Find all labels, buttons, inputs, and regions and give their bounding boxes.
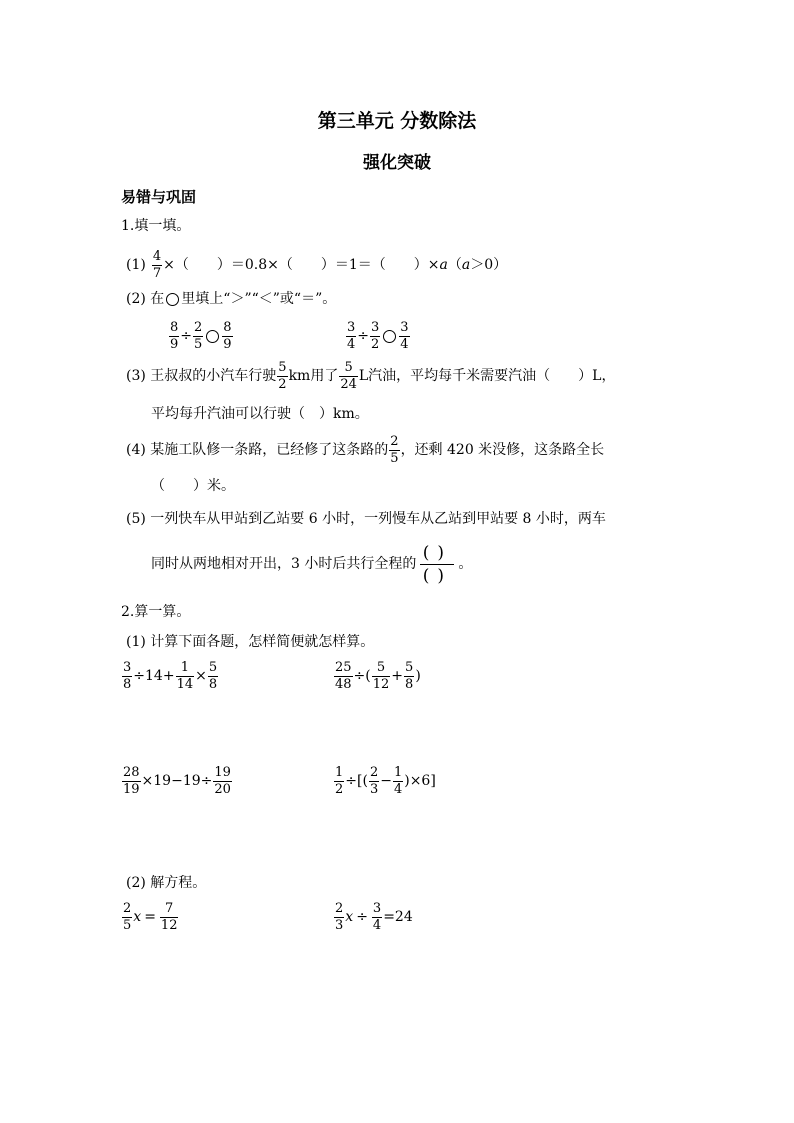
denominator: 14 (176, 676, 194, 692)
part-text: (3) 王叔叔的小汽车行驶 (126, 368, 277, 384)
fraction (334, 766, 344, 797)
fraction (277, 361, 287, 392)
numerator: 5 (208, 659, 218, 675)
calc-expression-4 (333, 761, 436, 801)
operator: ÷14+ (133, 668, 175, 684)
denominator: 8 (123, 676, 132, 692)
fraction (369, 766, 379, 797)
condition-open: （ (447, 257, 462, 273)
calc-expression-1 (121, 656, 219, 696)
condition-tail: ＞0） (470, 257, 508, 273)
fraction (122, 766, 141, 797)
section-heading: 易错与巩固 (121, 188, 197, 206)
numerator: 2 (194, 319, 203, 335)
numerator: 25 (335, 659, 352, 675)
numerator: 19 (214, 764, 231, 780)
variable: x (133, 909, 142, 925)
denominator: 48 (335, 676, 352, 692)
denominator: 4 (347, 336, 356, 352)
numerator: 8 (223, 319, 232, 335)
part-number: (1) (126, 257, 146, 273)
fraction (372, 661, 391, 692)
question-1-part-4 (126, 430, 604, 470)
fraction (372, 902, 382, 933)
fraction (152, 250, 162, 281)
fraction-answer-blank[interactable] (420, 544, 454, 585)
fraction (370, 321, 380, 352)
operator: − (380, 773, 392, 789)
numerator: 1 (335, 764, 344, 780)
denominator: 8 (405, 676, 414, 692)
operator: ) (415, 668, 421, 684)
fraction (122, 902, 132, 933)
numerator: 3 (347, 319, 356, 335)
fraction (393, 766, 403, 797)
question-2-part-1: (1) 计算下面各题，怎样简便就怎样算。 (126, 634, 375, 650)
fraction (160, 902, 179, 933)
fraction (339, 361, 358, 392)
fraction (389, 435, 399, 466)
fraction (193, 321, 203, 352)
question-1-part-4-line-2: （ ）米。 (151, 478, 235, 494)
circle-blank-icon (166, 293, 179, 306)
compare-expression-1 (168, 316, 234, 356)
numerator: 3 (123, 659, 132, 675)
part-text-2: km用了 (288, 368, 339, 384)
circle-blank-icon[interactable] (206, 330, 219, 343)
denominator: 4 (400, 336, 409, 352)
numerator: 8 (170, 319, 179, 335)
fraction (346, 321, 356, 352)
fraction (169, 321, 179, 352)
operator: + (391, 668, 404, 684)
question-1-part-3-line-2: 平均每升汽油可以行驶（ ）km。 (151, 406, 369, 422)
fraction (334, 902, 344, 933)
circle-blank-icon[interactable] (383, 330, 396, 343)
part-text: 同时从两地相对开出，3 小时后共行全程的 (151, 556, 417, 572)
denominator: 7 (152, 265, 162, 281)
denominator: 8 (208, 676, 218, 692)
denominator: 24 (340, 376, 357, 392)
denominator: 9 (170, 336, 179, 352)
operator: ÷ (357, 328, 370, 344)
operator: ÷ (356, 909, 368, 925)
denominator: 12 (160, 917, 178, 933)
part-text-end: 。 (458, 556, 473, 572)
calc-expression-3 (121, 761, 233, 801)
question-1-part-2 (126, 289, 336, 309)
page-subtitle: 强化突破 (363, 153, 431, 173)
denominator: 3 (335, 917, 344, 933)
denominator: 5 (390, 450, 399, 466)
denominator: 19 (123, 781, 140, 797)
numerator: 1 (180, 659, 189, 675)
denominator: 4 (372, 917, 382, 933)
question-1-part-5: (5) 一列快车从甲站到乙站要 6 小时，一列慢车从乙站到甲站要 8 小时，两车 (126, 511, 606, 527)
question-1-part-3 (126, 356, 615, 396)
operator: =24 (383, 909, 413, 925)
fraction (122, 661, 132, 692)
question-2-label: 2.算一算。 (121, 604, 191, 620)
numerator: 5 (376, 659, 386, 675)
numerator: 2 (369, 764, 379, 780)
part-text-2: ，还剩 420 米没修，这条路全长 (400, 442, 605, 458)
operator: ÷( (353, 668, 371, 684)
denominator: 3 (369, 781, 379, 797)
question-2-part-2: (2) 解方程。 (126, 875, 207, 891)
operator: )×6] (404, 773, 436, 789)
fraction (208, 661, 218, 692)
equation-text: ×（ ）＝0.8×（ ）＝1＝（ ）× (163, 257, 440, 273)
denominator-blank: () (422, 565, 452, 586)
numerator: 5 (344, 359, 353, 375)
fraction (213, 766, 232, 797)
denominator: 20 (214, 781, 231, 797)
numerator-blank: () (422, 542, 452, 563)
part-text-3: L汽油，平均每千米需要汽油（ ）L， (358, 368, 616, 384)
fraction (334, 661, 353, 692)
numerator: 3 (372, 900, 382, 916)
calc-expression-2 (333, 656, 421, 696)
fraction-bar (420, 564, 454, 565)
operator: = (144, 909, 156, 925)
fraction (399, 321, 409, 352)
operator: ÷ (180, 328, 193, 344)
fraction (176, 661, 195, 692)
denominator: 2 (335, 781, 344, 797)
denominator: 9 (223, 336, 232, 352)
numerator: 5 (278, 359, 287, 375)
question-1-label: 1.填一填。 (121, 218, 191, 234)
numerator: 2 (123, 900, 132, 916)
question-1-part-1 (126, 248, 508, 281)
denominator: 12 (372, 676, 390, 692)
part-text-2: 里填上“＞”“＜”或“＝”。 (181, 291, 337, 307)
numerator: 3 (371, 319, 380, 335)
denominator: 5 (123, 917, 132, 933)
variable: x (345, 909, 354, 925)
part-text: (2) 在 (126, 291, 165, 307)
denominator: 2 (278, 376, 287, 392)
denominator: 5 (194, 336, 203, 352)
operator: ÷[( (345, 773, 368, 789)
denominator: 2 (371, 336, 380, 352)
numerator: 28 (123, 764, 140, 780)
question-1-part-5-line-2 (151, 542, 472, 586)
equation-1 (121, 897, 179, 937)
part-text: (4) 某施工队修一条路，已经修了这条路的 (126, 442, 389, 458)
numerator: 4 (152, 248, 162, 264)
numerator: 5 (405, 659, 414, 675)
condition-variable: a (461, 257, 471, 273)
numerator: 1 (393, 764, 403, 780)
denominator: 4 (393, 781, 403, 797)
numerator: 7 (165, 900, 174, 916)
page-title: 第三单元 分数除法 (317, 110, 477, 132)
numerator: 2 (390, 433, 399, 449)
fraction (404, 661, 414, 692)
operator: ×19−19÷ (141, 773, 213, 789)
equation-2 (333, 897, 413, 937)
operator: × (195, 668, 207, 684)
compare-expression-2 (345, 316, 411, 356)
fraction (222, 321, 232, 352)
numerator: 2 (335, 900, 344, 916)
variable: a (439, 257, 448, 273)
numerator: 3 (400, 319, 409, 335)
